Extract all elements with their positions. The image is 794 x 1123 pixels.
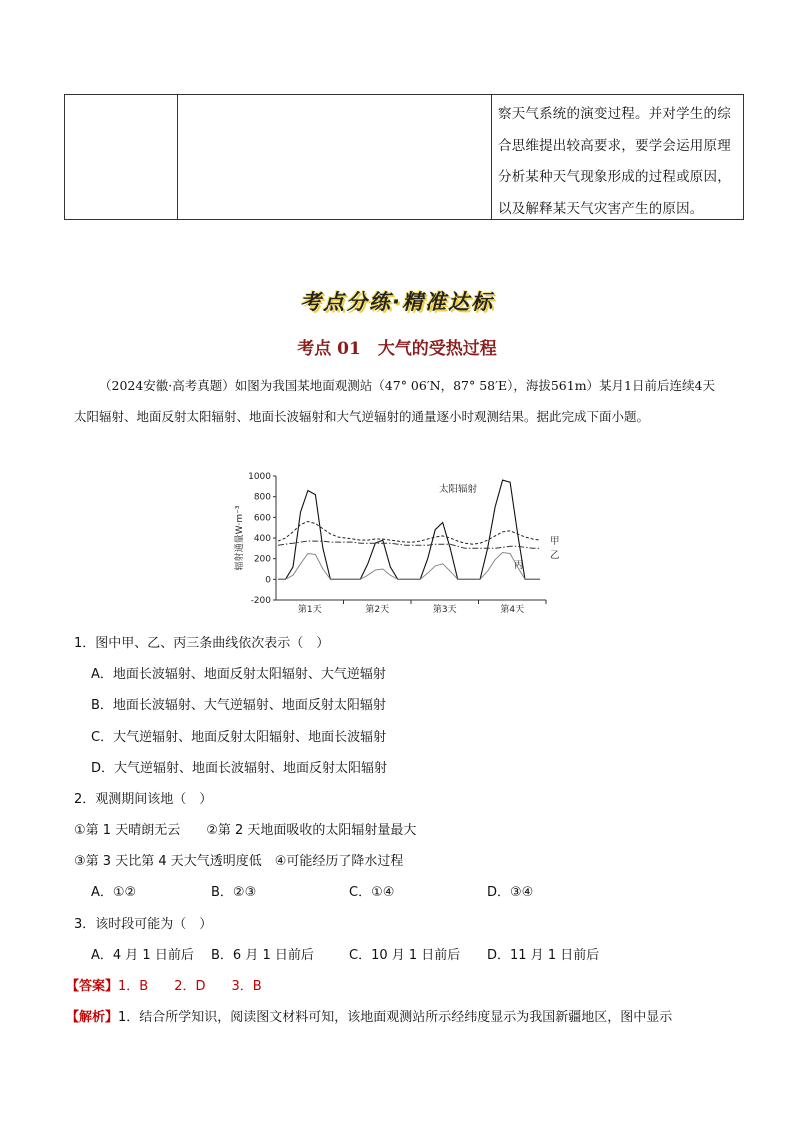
y-tick-label: 800: [253, 492, 271, 503]
table-line: 以及解释某天气灾害产生的原因。: [498, 200, 704, 217]
question-2-stem: 2．观测期间该地（ ）: [74, 792, 213, 807]
table-cell-text: [492, 95, 743, 219]
y-tick-label: 0: [265, 575, 271, 586]
question-2-statement-2: ③第 3 天比第 4 天大气透明度低 ④可能经历了降水过程: [74, 854, 404, 869]
question-1-option-b: B．地面长波辐射、大气逆辐射、地面反射太阳辐射: [91, 698, 386, 713]
section-banner: 考点分练·精准达标: [300, 290, 494, 314]
question-2-option-a: A．①②: [91, 885, 137, 900]
x-category-label: 第1天: [297, 605, 322, 615]
question-2-option-d: D．③④: [487, 885, 534, 900]
table-line: 合思维提出较高要求，要学会运用原理: [498, 137, 731, 154]
table-cell-empty-1: [65, 95, 178, 219]
section-title: 考点 01 大气的受热过程: [297, 339, 497, 359]
question-3-option-b: B．6 月 1 日前后: [211, 948, 314, 963]
y-axis-label: 辐射通量W·m⁻³: [235, 505, 245, 571]
chart-annotation: 甲: [550, 536, 560, 547]
question-3-option-a: A．4 月 1 日前后: [91, 948, 194, 963]
radiation-chart: [230, 468, 560, 616]
answer-line: [66, 975, 262, 994]
analysis-text: 1．结合所学知识，阅读图文材料可知，该地面观测站所示经纬度显示为我国新疆地区，图中显示: [118, 1010, 673, 1025]
question-3-option-c: C．10 月 1 日前后: [349, 948, 461, 963]
analysis-label: 【解析】: [66, 1010, 119, 1025]
table-cell-empty-2: [178, 95, 492, 219]
analysis-line: [66, 1006, 672, 1025]
y-tick-label: 1000: [248, 472, 271, 482]
table-line: 察天气系统的演变过程。并对学生的综: [498, 106, 731, 122]
series-line-bing: [278, 553, 540, 580]
question-1-option-a: A．地面长波辐射、地面反射太阳辐射、大气逆辐射: [91, 667, 386, 682]
question-3-option-d: D．11 月 1 日前后: [487, 948, 600, 963]
question-2-statement-1: ①第 1 天晴朗无云 ②第 2 天地面吸收的太阳辐射量最大: [74, 823, 417, 838]
y-tick-label: 200: [253, 554, 271, 565]
question-1-option-d: D．大气逆辐射、地面长波辐射、地面反射太阳辐射: [91, 761, 388, 776]
top-table: [64, 94, 744, 220]
table-line: 分析某种天气现象形成的过程或原因，: [498, 169, 731, 185]
y-tick-label: -200: [250, 596, 271, 606]
chart-annotation: 太阳辐射: [438, 484, 478, 495]
answer-text: 1．B 2．D 3．B: [118, 979, 262, 994]
question-2-option-c: C．①④: [349, 885, 395, 900]
question-1-option-c: C．大气逆辐射、地面反射太阳辐射、地面长波辐射: [91, 730, 387, 745]
y-tick-label: 600: [253, 513, 271, 524]
chart-annotation: 丙: [514, 560, 524, 571]
series-line-solar: [278, 480, 540, 579]
question-3-stem: 3．该时段可能为（ ）: [74, 917, 213, 932]
question-1-stem: 1．图中甲、乙、丙三条曲线依次表示（ ）: [74, 636, 330, 651]
question-intro: （2024安徽·高考真题）如图为我国某地面观测站（47° 06′N，87° 58′E），海拔561m）某月1日前后连续4天太阳辐射、地面反射太阳辐射、地面长波辐射和大气逆辐射的通量逐小时观测结果。据此完成下面小题。: [74, 378, 715, 424]
chart-annotation: 乙: [550, 550, 560, 561]
x-category-label: 第2天: [365, 605, 390, 615]
x-category-label: 第4天: [500, 605, 525, 615]
x-category-label: 第3天: [432, 605, 457, 615]
question-2-option-b: B．②③: [211, 885, 257, 900]
y-tick-label: 400: [253, 534, 271, 544]
answer-label: 【答案】: [66, 979, 119, 994]
